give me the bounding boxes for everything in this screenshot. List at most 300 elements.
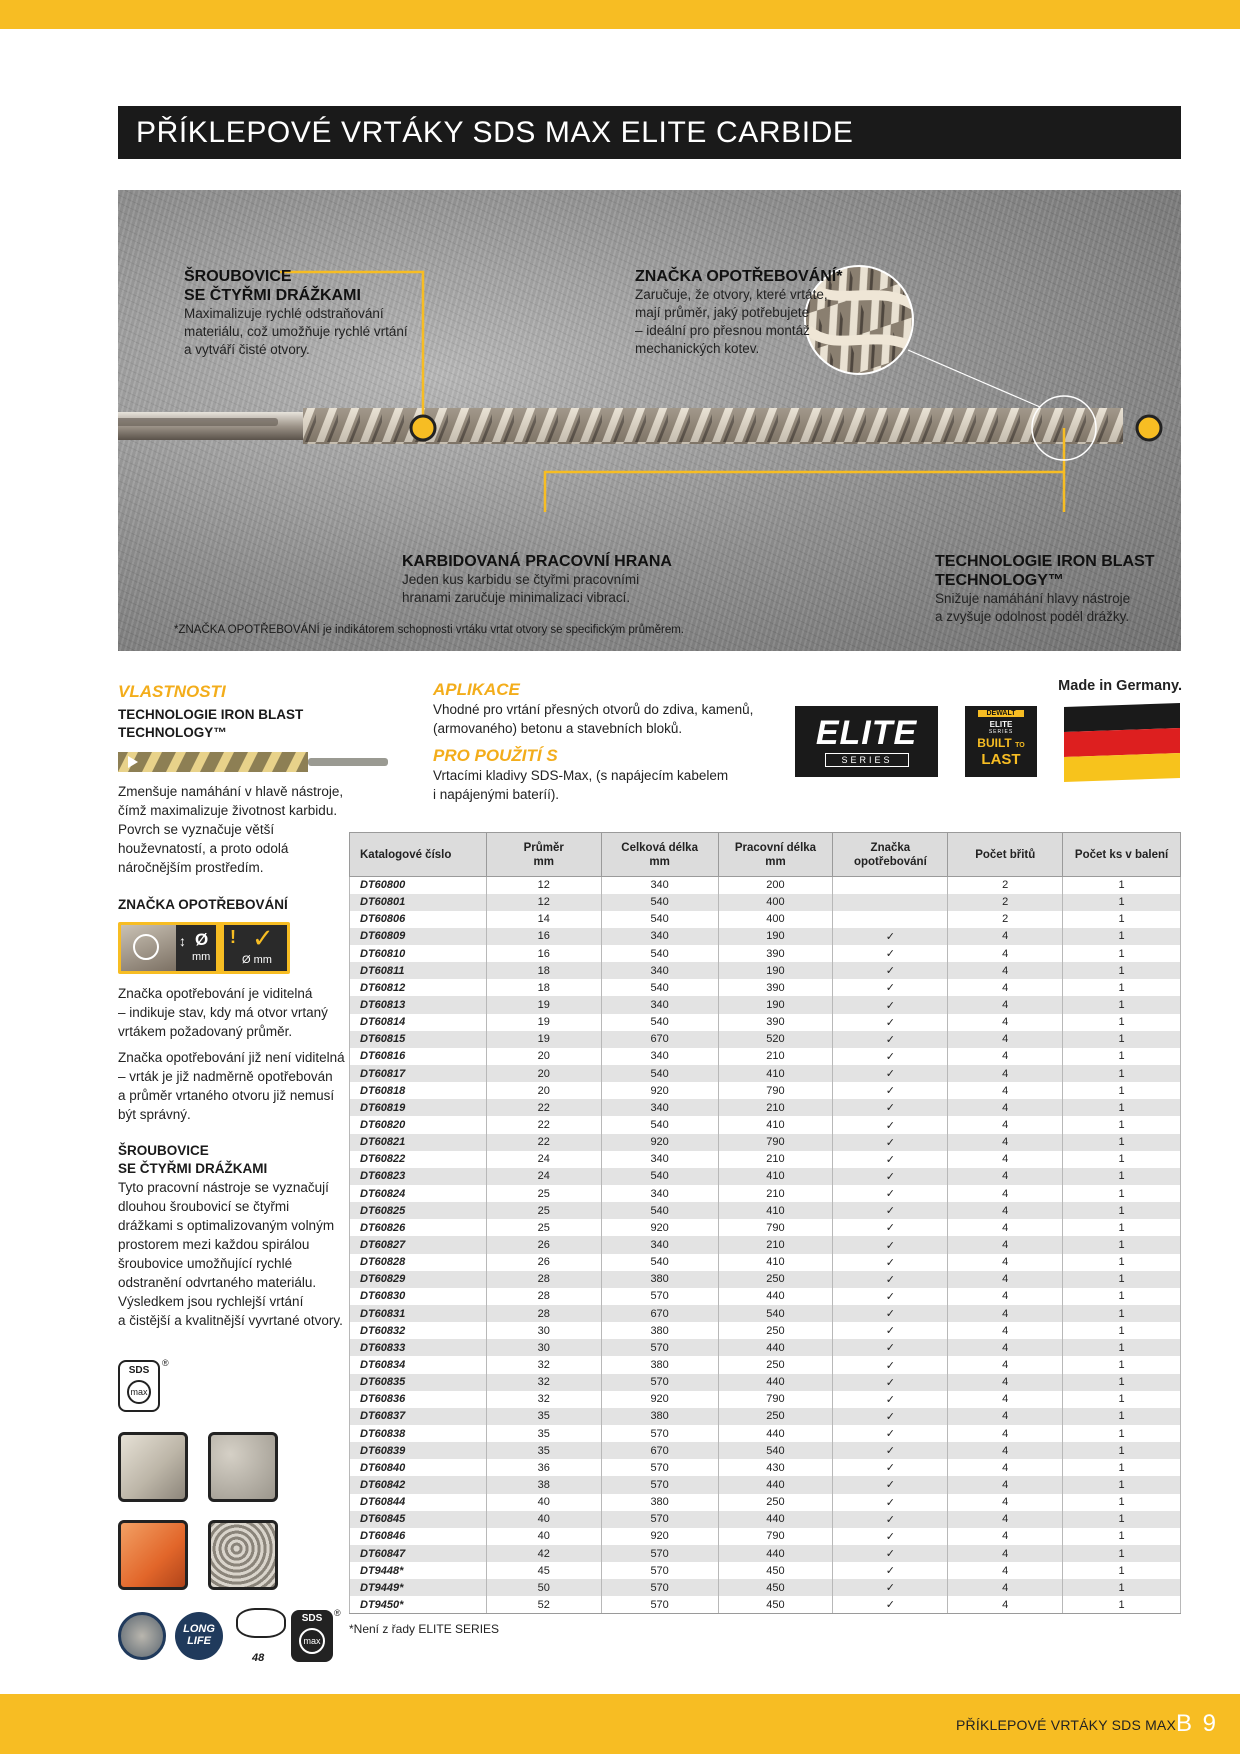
cell-wear-mark bbox=[833, 911, 948, 928]
cell-cutters: 4 bbox=[948, 1048, 1063, 1065]
cell-total-length: 570 bbox=[601, 1596, 718, 1613]
cell-working-length: 390 bbox=[718, 1014, 833, 1031]
table-row bbox=[350, 1219, 1181, 1236]
header-pack-qty: Počet ks v balení bbox=[1063, 833, 1181, 877]
page-title-bar bbox=[118, 106, 1181, 159]
table-row bbox=[350, 1459, 1181, 1476]
cell-working-length: 210 bbox=[718, 1151, 833, 1168]
cell-diameter: 19 bbox=[486, 996, 601, 1013]
wear-diameter-box bbox=[176, 925, 216, 971]
cell-total-length: 340 bbox=[601, 928, 718, 945]
cell-working-length: 210 bbox=[718, 1048, 833, 1065]
cell-wear-mark: ✓ bbox=[833, 1288, 948, 1305]
callout-wear-line: – ideální pro přesnou montáž bbox=[635, 323, 810, 338]
cell-cutters: 4 bbox=[948, 1134, 1063, 1151]
cell-wear-mark: ✓ bbox=[833, 1459, 948, 1476]
header-wear-mark: Značka opotřebování bbox=[833, 833, 948, 877]
table-header-row bbox=[350, 833, 1181, 877]
cell-pack-qty: 1 bbox=[1063, 1288, 1181, 1305]
cell-cutters: 4 bbox=[948, 1202, 1063, 1219]
cell-cutters: 4 bbox=[948, 1305, 1063, 1322]
cell-diameter: 28 bbox=[486, 1271, 601, 1288]
cell-diameter: 22 bbox=[486, 1099, 601, 1116]
cell-diameter: 12 bbox=[486, 877, 601, 894]
cell-catalog: DT60846 bbox=[350, 1528, 487, 1545]
cell-pack-qty: 1 bbox=[1063, 1014, 1181, 1031]
cell-working-length: 790 bbox=[718, 1528, 833, 1545]
cell-working-length: 440 bbox=[718, 1511, 833, 1528]
application-line: (armovaného) betonu a stavebních bloků. bbox=[433, 721, 683, 736]
table-row bbox=[350, 1391, 1181, 1408]
use-with-line: Vrtacími kladivy SDS-Max, (s napájecím kabelem bbox=[433, 768, 729, 783]
cell-cutters: 4 bbox=[948, 1579, 1063, 1596]
dewalt-wordmark: DEWALT bbox=[978, 710, 1024, 717]
cell-wear-mark: ✓ bbox=[833, 1082, 948, 1099]
cell-total-length: 380 bbox=[601, 1408, 718, 1425]
cell-cutters: 4 bbox=[948, 1339, 1063, 1356]
cell-diameter: 30 bbox=[486, 1339, 601, 1356]
cell-pack-qty: 1 bbox=[1063, 1528, 1181, 1545]
cell-total-length: 540 bbox=[601, 945, 718, 962]
cell-cutters: 4 bbox=[948, 928, 1063, 945]
cell-diameter: 18 bbox=[486, 979, 601, 996]
cell-pack-qty: 1 bbox=[1063, 877, 1181, 894]
iron-blast-line: Povrch se vyznačuje větší bbox=[118, 822, 275, 837]
cell-total-length: 380 bbox=[601, 1494, 718, 1511]
cell-cutters: 4 bbox=[948, 1322, 1063, 1339]
flutes-text bbox=[118, 1142, 350, 1330]
cell-catalog: DT60831 bbox=[350, 1305, 487, 1322]
flutes-line: prostorem mezi každou spirálou bbox=[118, 1237, 310, 1252]
cell-wear-mark: ✓ bbox=[833, 1339, 948, 1356]
cell-working-length: 450 bbox=[718, 1596, 833, 1613]
cell-diameter: 22 bbox=[486, 1134, 601, 1151]
iron-blast-line: čímž maximalizuje životnost karbidu. bbox=[118, 803, 338, 818]
table-row bbox=[350, 1271, 1181, 1288]
features-column bbox=[118, 682, 348, 742]
cell-wear-mark: ✓ bbox=[833, 1116, 948, 1133]
flutes-title: ŠROUBOVICE bbox=[118, 1143, 209, 1158]
cell-diameter: 28 bbox=[486, 1288, 601, 1305]
cell-total-length: 540 bbox=[601, 1014, 718, 1031]
use-with-heading: PRO POUŽITÍ S bbox=[433, 746, 558, 765]
cell-working-length: 410 bbox=[718, 1254, 833, 1271]
cell-pack-qty: 1 bbox=[1063, 1031, 1181, 1048]
cell-wear-mark: ✓ bbox=[833, 1391, 948, 1408]
cell-working-length: 410 bbox=[718, 1116, 833, 1133]
callout-carbide bbox=[402, 552, 702, 607]
cell-diameter: 25 bbox=[486, 1219, 601, 1236]
cell-diameter: 20 bbox=[486, 1082, 601, 1099]
cell-working-length: 440 bbox=[718, 1425, 833, 1442]
iron-blast-line: houževnatostí, a proto odolá bbox=[118, 841, 289, 856]
cell-pack-qty: 1 bbox=[1063, 1219, 1181, 1236]
cell-total-length: 340 bbox=[601, 962, 718, 979]
cell-working-length: 440 bbox=[718, 1476, 833, 1493]
cell-cutters: 4 bbox=[948, 1099, 1063, 1116]
cell-catalog: DT60811 bbox=[350, 962, 487, 979]
cell-pack-qty: 1 bbox=[1063, 1511, 1181, 1528]
cell-catalog: DT9450* bbox=[350, 1596, 487, 1613]
cell-working-length: 210 bbox=[718, 1185, 833, 1202]
cell-pack-qty: 1 bbox=[1063, 1562, 1181, 1579]
cell-total-length: 340 bbox=[601, 996, 718, 1013]
diameter-arrow-icon: ↕ bbox=[179, 933, 186, 949]
cell-pack-qty: 1 bbox=[1063, 1185, 1181, 1202]
cell-diameter: 16 bbox=[486, 945, 601, 962]
cell-wear-mark: ✓ bbox=[833, 1185, 948, 1202]
cell-pack-qty: 1 bbox=[1063, 1391, 1181, 1408]
cell-catalog: DT60838 bbox=[350, 1425, 487, 1442]
cell-wear-mark: ✓ bbox=[833, 1219, 948, 1236]
table-row bbox=[350, 1168, 1181, 1185]
callout-ironblast-line: a zvyšuje odolnost podél drážky. bbox=[935, 609, 1130, 624]
cell-catalog: DT60826 bbox=[350, 1219, 487, 1236]
cell-cutters: 4 bbox=[948, 996, 1063, 1013]
check-icon: ✓ bbox=[252, 923, 274, 953]
sds-label: SDS bbox=[128, 1365, 150, 1376]
material-stone-swatch bbox=[208, 1432, 278, 1502]
cell-catalog: DT60818 bbox=[350, 1082, 487, 1099]
cell-pack-qty: 1 bbox=[1063, 1459, 1181, 1476]
cell-catalog: DT60847 bbox=[350, 1545, 487, 1562]
cell-pack-qty: 1 bbox=[1063, 1236, 1181, 1253]
cell-diameter: 40 bbox=[486, 1494, 601, 1511]
diameter-symbol: Ø bbox=[195, 930, 209, 949]
cell-catalog: DT60845 bbox=[350, 1511, 487, 1528]
callout-carbide-line: hranami zaručuje minimalizaci vibrací. bbox=[402, 590, 631, 605]
cell-wear-mark: ✓ bbox=[833, 1236, 948, 1253]
table-row bbox=[350, 1442, 1181, 1459]
cell-pack-qty: 1 bbox=[1063, 1254, 1181, 1271]
callout-iron-blast bbox=[935, 552, 1165, 626]
wear-check-box bbox=[224, 925, 287, 971]
diameter-unit: mm bbox=[192, 951, 211, 963]
cell-catalog: DT60840 bbox=[350, 1459, 487, 1476]
cell-working-length: 430 bbox=[718, 1459, 833, 1476]
cell-catalog: DT60839 bbox=[350, 1442, 487, 1459]
table-row bbox=[350, 877, 1181, 894]
cell-cutters: 4 bbox=[948, 1596, 1063, 1613]
cell-pack-qty: 1 bbox=[1063, 1048, 1181, 1065]
cell-catalog: DT60822 bbox=[350, 1151, 487, 1168]
table-row bbox=[350, 1579, 1181, 1596]
table-row bbox=[350, 1596, 1181, 1613]
cell-diameter: 19 bbox=[486, 1031, 601, 1048]
cell-catalog: DT60809 bbox=[350, 928, 487, 945]
cell-working-length: 540 bbox=[718, 1442, 833, 1459]
table-row bbox=[350, 894, 1181, 911]
iron-blast-line: Zmenšuje namáhání v hlavě nástroje, bbox=[118, 784, 344, 799]
table-row bbox=[350, 1099, 1181, 1116]
cell-total-length: 670 bbox=[601, 1442, 718, 1459]
cell-pack-qty: 1 bbox=[1063, 911, 1181, 928]
cell-diameter: 18 bbox=[486, 962, 601, 979]
table-footnote: *Není z řady ELITE SERIES bbox=[349, 1622, 500, 1636]
cell-total-length: 340 bbox=[601, 1236, 718, 1253]
callout-wear-line: Zaručuje, že otvory, které vrtáte, bbox=[635, 287, 828, 302]
table-row bbox=[350, 1048, 1181, 1065]
cell-cutters: 2 bbox=[948, 911, 1063, 928]
cell-cutters: 4 bbox=[948, 1356, 1063, 1373]
cell-wear-mark: ✓ bbox=[833, 1322, 948, 1339]
cell-cutters: 4 bbox=[948, 1116, 1063, 1133]
cell-catalog: DT60844 bbox=[350, 1494, 487, 1511]
cell-wear-mark: ✓ bbox=[833, 1065, 948, 1082]
cell-pack-qty: 1 bbox=[1063, 1339, 1181, 1356]
built-elite-word: ELITE bbox=[989, 720, 1013, 729]
top-accent-bar bbox=[0, 0, 1240, 29]
cell-diameter: 32 bbox=[486, 1356, 601, 1373]
cell-working-length: 210 bbox=[718, 1099, 833, 1116]
table-row bbox=[350, 1236, 1181, 1253]
cell-wear-mark: ✓ bbox=[833, 1528, 948, 1545]
drill-head-icon bbox=[118, 1612, 166, 1660]
sds-sub: max bbox=[299, 1628, 325, 1654]
cell-total-length: 540 bbox=[601, 911, 718, 928]
material-brick-swatch bbox=[118, 1520, 188, 1590]
cell-wear-mark: ✓ bbox=[833, 1356, 948, 1373]
application-heading: APLIKACE bbox=[433, 680, 520, 699]
cell-working-length: 190 bbox=[718, 962, 833, 979]
sds-label: SDS bbox=[301, 1613, 323, 1624]
cell-catalog: DT60823 bbox=[350, 1168, 487, 1185]
table-row bbox=[350, 1562, 1181, 1579]
cell-diameter: 40 bbox=[486, 1528, 601, 1545]
cell-wear-mark: ✓ bbox=[833, 945, 948, 962]
cell-total-length: 570 bbox=[601, 1425, 718, 1442]
cell-diameter: 35 bbox=[486, 1425, 601, 1442]
cell-working-length: 450 bbox=[718, 1579, 833, 1596]
cell-total-length: 570 bbox=[601, 1545, 718, 1562]
header-total-length: Celková délka mm bbox=[601, 833, 718, 877]
table-row bbox=[350, 1425, 1181, 1442]
cell-diameter: 42 bbox=[486, 1545, 601, 1562]
cell-cutters: 4 bbox=[948, 945, 1063, 962]
table-row bbox=[350, 928, 1181, 945]
cell-wear-mark bbox=[833, 894, 948, 911]
cell-catalog: DT60832 bbox=[350, 1322, 487, 1339]
wear-circle-icon bbox=[133, 934, 159, 960]
long-life-label: LONG bbox=[183, 1623, 215, 1635]
cell-wear-mark: ✓ bbox=[833, 1014, 948, 1031]
cell-total-length: 570 bbox=[601, 1579, 718, 1596]
cell-catalog: DT60842 bbox=[350, 1476, 487, 1493]
cell-total-length: 340 bbox=[601, 877, 718, 894]
cell-pack-qty: 1 bbox=[1063, 1151, 1181, 1168]
cell-working-length: 250 bbox=[718, 1271, 833, 1288]
cell-working-length: 250 bbox=[718, 1356, 833, 1373]
table-row bbox=[350, 962, 1181, 979]
cell-total-length: 920 bbox=[601, 1082, 718, 1099]
elite-word: ELITE bbox=[815, 714, 918, 752]
count-label: 48 bbox=[252, 1652, 265, 1664]
cell-wear-mark: ✓ bbox=[833, 1305, 948, 1322]
cell-working-length: 250 bbox=[718, 1408, 833, 1425]
cell-wear-mark: ✓ bbox=[833, 1511, 948, 1528]
cell-diameter: 12 bbox=[486, 894, 601, 911]
cell-pack-qty: 1 bbox=[1063, 996, 1181, 1013]
long-life-icon bbox=[175, 1612, 223, 1660]
cell-wear-mark: ✓ bbox=[833, 979, 948, 996]
cell-diameter: 35 bbox=[486, 1442, 601, 1459]
table-row bbox=[350, 1288, 1181, 1305]
cell-total-length: 540 bbox=[601, 1065, 718, 1082]
registered-mark: ® bbox=[334, 1608, 341, 1618]
cell-diameter: 26 bbox=[486, 1236, 601, 1253]
callout-carbide-line: Jeden kus karbidu se čtyřmi pracovními bbox=[402, 572, 640, 587]
hero-illustration bbox=[118, 190, 1181, 651]
table-row bbox=[350, 1374, 1181, 1391]
cell-wear-mark: ✓ bbox=[833, 1254, 948, 1271]
wear-line: – indikuje stav, kdy má otvor vrtaný bbox=[118, 1005, 328, 1020]
sds-sub: max bbox=[127, 1380, 151, 1404]
cell-catalog: DT60816 bbox=[350, 1048, 487, 1065]
cell-cutters: 4 bbox=[948, 1476, 1063, 1493]
cell-catalog: DT60821 bbox=[350, 1134, 487, 1151]
cell-diameter: 22 bbox=[486, 1116, 601, 1133]
cell-total-length: 920 bbox=[601, 1134, 718, 1151]
cell-working-length: 250 bbox=[718, 1322, 833, 1339]
cell-working-length: 250 bbox=[718, 1494, 833, 1511]
gauge-icon: ! bbox=[230, 927, 236, 947]
table-row bbox=[350, 945, 1181, 962]
callout-carbide-title: KARBIDOVANÁ PRACOVNÍ HRANA bbox=[402, 553, 672, 570]
cell-cutters: 4 bbox=[948, 1014, 1063, 1031]
cell-total-length: 570 bbox=[601, 1288, 718, 1305]
application-line: Vhodné pro vrtání přesných otvorů do zdiva, kamenů, bbox=[433, 702, 754, 717]
cell-diameter: 38 bbox=[486, 1476, 601, 1493]
cell-diameter: 35 bbox=[486, 1408, 601, 1425]
cell-working-length: 520 bbox=[718, 1031, 833, 1048]
cell-wear-mark: ✓ bbox=[833, 1168, 948, 1185]
cell-cutters: 4 bbox=[948, 1065, 1063, 1082]
made-in-germany-label: Made in Germany. bbox=[1058, 678, 1182, 694]
cell-cutters: 4 bbox=[948, 1254, 1063, 1271]
built-word: BUILT bbox=[977, 736, 1012, 750]
cell-wear-mark: ✓ bbox=[833, 1425, 948, 1442]
cell-wear-mark bbox=[833, 877, 948, 894]
cell-wear-mark: ✓ bbox=[833, 1442, 948, 1459]
built-series-word: SERIES bbox=[988, 729, 1014, 735]
callout-wear-line: mechanických kotev. bbox=[635, 341, 760, 356]
cell-cutters: 4 bbox=[948, 1442, 1063, 1459]
cell-total-length: 380 bbox=[601, 1322, 718, 1339]
callout-flutes-title-2: SE ČTYŘMI DRÁŽKAMI bbox=[184, 287, 361, 304]
cell-working-length: 190 bbox=[718, 928, 833, 945]
cell-pack-qty: 1 bbox=[1063, 1305, 1181, 1322]
cell-total-length: 570 bbox=[601, 1374, 718, 1391]
header-catalog: Katalogové číslo bbox=[350, 833, 487, 877]
cell-cutters: 4 bbox=[948, 1459, 1063, 1476]
sds-max-icon bbox=[118, 1360, 160, 1412]
cell-pack-qty: 1 bbox=[1063, 1408, 1181, 1425]
cell-working-length: 440 bbox=[718, 1339, 833, 1356]
cell-cutters: 4 bbox=[948, 1219, 1063, 1236]
flutes-line: dlouhou šroubovicí se čtyřmi bbox=[118, 1199, 290, 1214]
cell-catalog: DT9448* bbox=[350, 1562, 487, 1579]
cell-diameter: 26 bbox=[486, 1254, 601, 1271]
cell-catalog: DT60828 bbox=[350, 1254, 487, 1271]
header-working-length: Pracovní délka mm bbox=[718, 833, 833, 877]
table-row bbox=[350, 1134, 1181, 1151]
cell-working-length: 210 bbox=[718, 1236, 833, 1253]
cell-total-length: 540 bbox=[601, 894, 718, 911]
callout-wear-line: mají průměr, jaký potřebujete bbox=[635, 305, 810, 320]
cell-cutters: 4 bbox=[948, 1391, 1063, 1408]
cell-wear-mark: ✓ bbox=[833, 928, 948, 945]
iron-blast-text bbox=[118, 782, 348, 877]
cell-cutters: 4 bbox=[948, 979, 1063, 996]
cell-total-length: 540 bbox=[601, 979, 718, 996]
cell-diameter: 19 bbox=[486, 1014, 601, 1031]
cell-working-length: 440 bbox=[718, 1288, 833, 1305]
table-row bbox=[350, 1185, 1181, 1202]
cell-total-length: 540 bbox=[601, 1168, 718, 1185]
cell-pack-qty: 1 bbox=[1063, 1596, 1181, 1613]
cell-cutters: 4 bbox=[948, 1185, 1063, 1202]
table-body bbox=[350, 877, 1181, 1614]
cell-total-length: 670 bbox=[601, 1031, 718, 1048]
cell-wear-mark: ✓ bbox=[833, 1408, 948, 1425]
cell-working-length: 440 bbox=[718, 1374, 833, 1391]
registered-mark: ® bbox=[162, 1358, 169, 1368]
cell-working-length: 450 bbox=[718, 1562, 833, 1579]
cell-wear-mark: ✓ bbox=[833, 1271, 948, 1288]
elite-series-logo bbox=[795, 706, 938, 777]
cell-pack-qty: 1 bbox=[1063, 1116, 1181, 1133]
cell-wear-mark: ✓ bbox=[833, 1134, 948, 1151]
cell-catalog: DT60815 bbox=[350, 1031, 487, 1048]
cell-diameter: 32 bbox=[486, 1374, 601, 1391]
cell-pack-qty: 1 bbox=[1063, 1202, 1181, 1219]
flutes-line: a čistější a kvalitnější vyvrtané otvory. bbox=[118, 1313, 343, 1328]
table-row bbox=[350, 1116, 1181, 1133]
iron-blast-drill-image bbox=[118, 748, 390, 776]
callout-flutes-line: Maximalizuje rychlé odstraňování bbox=[184, 306, 384, 321]
table-row bbox=[350, 1545, 1181, 1562]
cell-total-length: 540 bbox=[601, 1116, 718, 1133]
check-unit: Ø mm bbox=[242, 954, 272, 966]
cell-wear-mark: ✓ bbox=[833, 996, 948, 1013]
iron-blast-title-2: TECHNOLOGY™ bbox=[118, 725, 227, 740]
cell-cutters: 4 bbox=[948, 1082, 1063, 1099]
cell-wear-mark: ✓ bbox=[833, 1562, 948, 1579]
flutes-line: drážkami s optimalizovaným volným bbox=[118, 1218, 335, 1233]
cell-diameter: 50 bbox=[486, 1579, 601, 1596]
wear-line: Značka opotřebování již není viditelná bbox=[118, 1050, 345, 1065]
cell-diameter: 40 bbox=[486, 1511, 601, 1528]
hero-footnote: *ZNAČKA OPOTŘEBOVÁNÍ je indikátorem schopnosti vrtáku vrtat otvory se specifickým průměrem. bbox=[174, 624, 684, 636]
cell-wear-mark: ✓ bbox=[833, 1374, 948, 1391]
cell-catalog: DT60820 bbox=[350, 1116, 487, 1133]
cell-working-length: 790 bbox=[718, 1391, 833, 1408]
cell-total-length: 570 bbox=[601, 1459, 718, 1476]
table-row bbox=[350, 1528, 1181, 1545]
table-row bbox=[350, 1305, 1181, 1322]
callout-flutes-title: ŠROUBOVICE bbox=[184, 268, 292, 285]
callout-dot-tip bbox=[1137, 416, 1161, 440]
cell-pack-qty: 1 bbox=[1063, 979, 1181, 996]
iron-blast-line: náročnějším prostředím. bbox=[118, 860, 264, 875]
cell-diameter: 28 bbox=[486, 1305, 601, 1322]
cell-wear-mark: ✓ bbox=[833, 962, 948, 979]
cell-total-length: 570 bbox=[601, 1476, 718, 1493]
cell-working-length: 190 bbox=[718, 996, 833, 1013]
cell-diameter: 30 bbox=[486, 1322, 601, 1339]
cell-pack-qty: 1 bbox=[1063, 1356, 1181, 1373]
cell-working-length: 540 bbox=[718, 1305, 833, 1322]
